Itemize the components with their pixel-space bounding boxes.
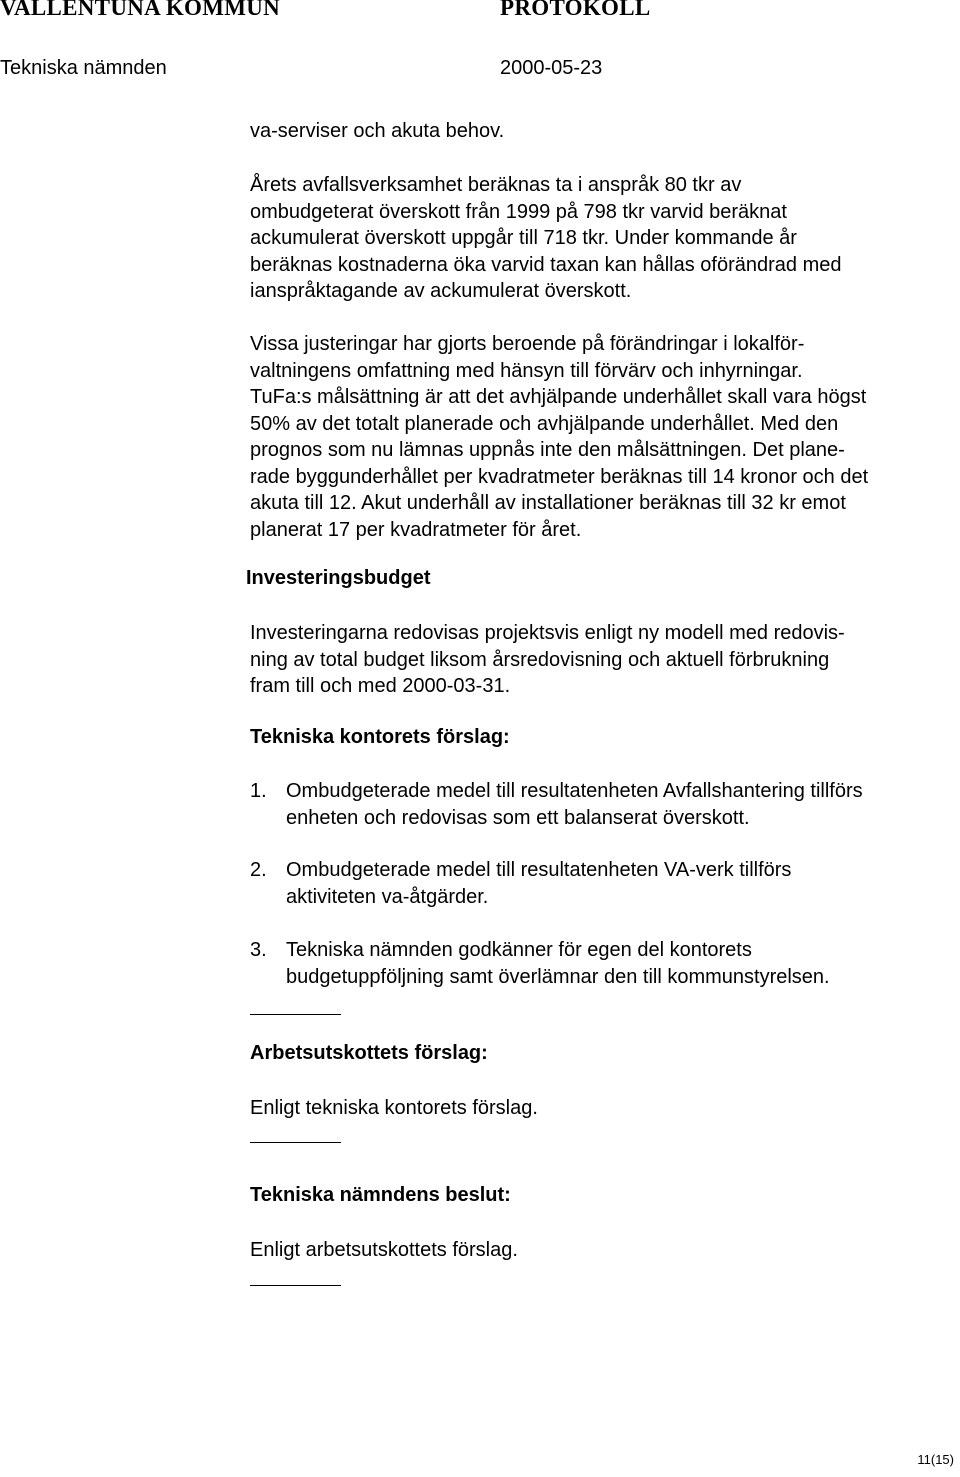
committee-name: Tekniska nämnden xyxy=(0,57,167,79)
text-line: planerat 17 per kvadratmeter för året. xyxy=(250,518,582,541)
text-line: beräknas kostnaderna öka varvid taxan kan hållas oförändrad med xyxy=(250,253,842,276)
decision-text: Enligt arbetsutskottets förslag. xyxy=(250,1239,518,1261)
text-line: fram till och med 2000-03-31. xyxy=(250,675,511,697)
text-line: valtningens omfattning med hänsyn till förvärv och inhyrningar. xyxy=(250,359,803,382)
body-paragraph-3 xyxy=(250,331,868,543)
text-line: budgetuppföljning samt överlämnar den till kommunstyrelsen. xyxy=(286,965,830,988)
text-line: enheten och redovisas som ett balanserat överskott. xyxy=(286,806,750,829)
list-item xyxy=(286,857,791,910)
text-line: ianspråktagande av ackumulerat överskott. xyxy=(250,280,632,302)
body-paragraph-1 xyxy=(250,118,504,145)
page-number: 11(15) xyxy=(917,1452,954,1467)
organization-name: VALLENTUNA KOMMUN xyxy=(0,0,281,20)
separator-rule xyxy=(250,1285,341,1286)
text-line: aktiviteten va-åtgärder. xyxy=(286,885,489,908)
section-heading-committee-proposal: Arbetsutskottets förslag: xyxy=(250,1042,488,1064)
text-line: Årets avfallsverksamhet beräknas ta i anspråk 80 tkr av xyxy=(250,174,742,196)
text-line: rade byggunderhållet per kvadratmeter beräknas till 14 kronor och det xyxy=(250,465,869,488)
text-line: ning av total budget liksom årsredovisning och aktuell förbrukning xyxy=(250,648,830,671)
text-line: Tekniska nämnden godkänner för egen del kontorets xyxy=(286,939,752,961)
text-line: akuta till 12. Akut underhåll av installationer beräknas till 32 kr emot xyxy=(250,492,846,514)
list-item xyxy=(286,937,830,990)
separator-rule xyxy=(250,1014,341,1015)
list-item-number: 2. xyxy=(250,859,267,881)
list-item xyxy=(286,778,863,831)
section-heading-decision: Tekniska nämndens beslut: xyxy=(250,1184,511,1206)
section-heading-investment: Investeringsbudget xyxy=(246,567,431,589)
text-line: Vissa justeringar har gjorts beroende på förändringar i lokalför- xyxy=(250,333,805,355)
meeting-date: 2000-05-23 xyxy=(500,57,603,79)
text-line: ombudgeterat överskott från 1999 på 798 tkr varvid beräknat xyxy=(250,200,787,223)
text-line: prognos som nu lämnas uppnås inte den målsättningen. Det plane- xyxy=(250,439,845,461)
body-paragraph-2 xyxy=(250,172,841,305)
text-line: Ombudgeterade medel till resultatenheten Avfallshantering tillförs xyxy=(286,780,863,802)
text-line: Ombudgeterade medel till resultatenheten VA-verk tillförs xyxy=(286,859,792,881)
investment-paragraph xyxy=(250,620,845,700)
text-line: Investeringarna redovisas projektsvis enligt ny modell med redovis- xyxy=(250,622,845,644)
committee-proposal-text: Enligt tekniska kontorets förslag. xyxy=(250,1097,538,1119)
section-heading-proposal: Tekniska kontorets förslag: xyxy=(250,726,510,748)
separator-rule xyxy=(250,1142,341,1143)
text-line: va-serviser och akuta behov. xyxy=(250,120,505,142)
document-type: PROTOKOLL xyxy=(500,0,651,20)
text-line: ackumulerat överskott uppgår till 718 tkr. Under kommande år xyxy=(250,227,797,249)
text-line: TuFa:s målsättning är att det avhjälpande underhållet skall vara högst xyxy=(250,386,867,408)
text-line: 50% av det totalt planerade och avhjälpande underhållet. Med den xyxy=(250,412,839,435)
list-item-number: 3. xyxy=(250,939,267,961)
list-item-number: 1. xyxy=(250,780,267,802)
